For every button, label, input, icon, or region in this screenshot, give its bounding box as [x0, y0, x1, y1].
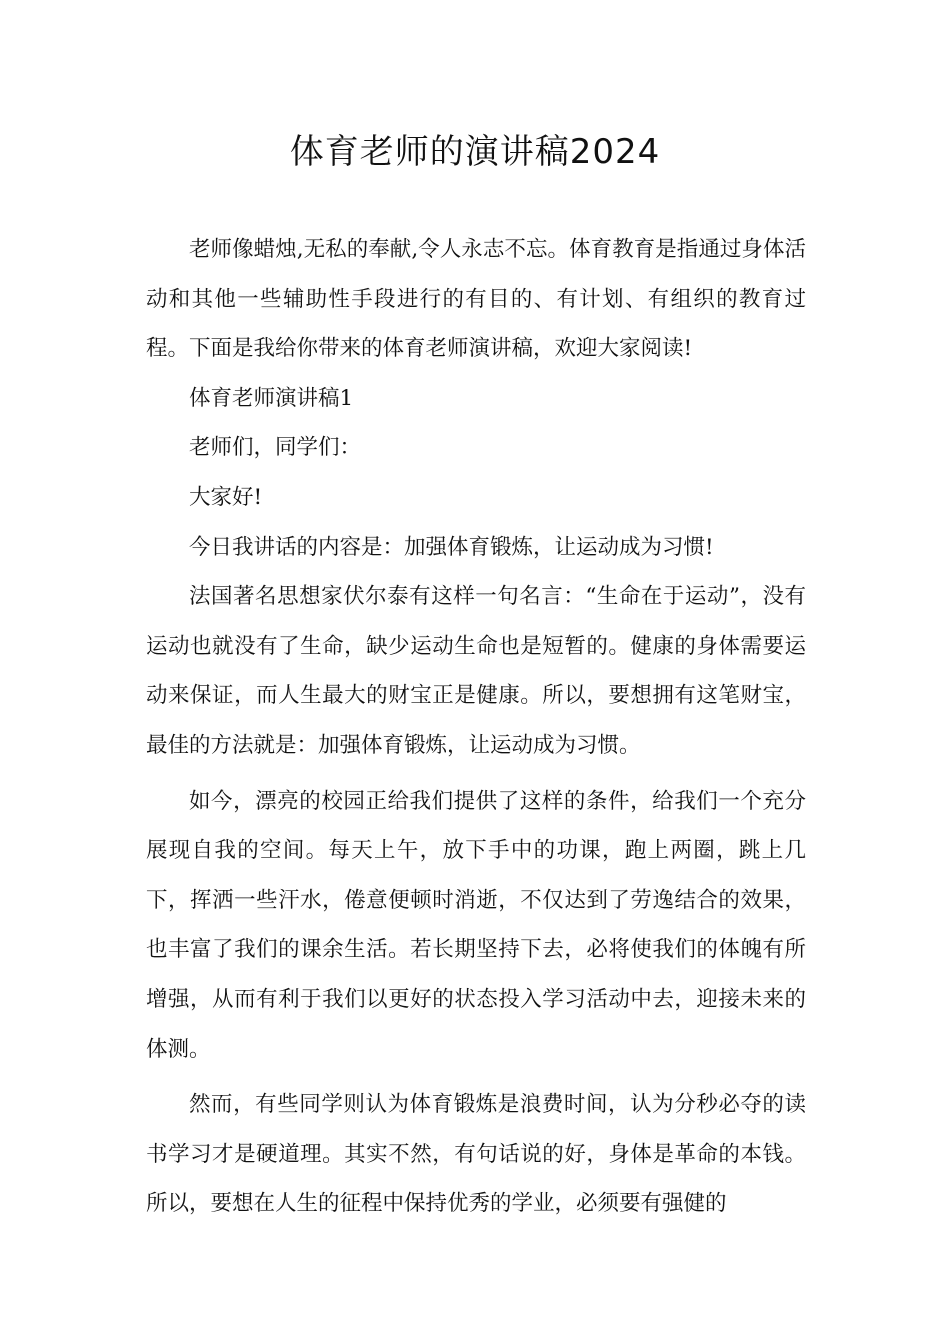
salutation-line: 老师们，同学们： [189, 435, 362, 461]
body-paragraph: 法国著名思想家伏尔泰有这样一句名言：“生命在于运动”，没有运动也就没有了生命，缺少运动生命也是短暂的。健康的身体需要运动来保证，而人生最大的财宝正是健康。所以，要想拥有这笔财宝，最佳的方法就是：加强体育锻炼，让运动成为习惯。 [146, 584, 806, 758]
body-paragraph: 然而，有些同学则认为体育锻炼是浪费时间，认为分秒必夺的读书学习才是硬道理。其实不然，有句话说的好，身体是革命的本钱。所以，要想在人生的征程中保持优秀的学业，必须要有强健的 [146, 1092, 806, 1217]
intro-paragraph: 老师像蜡烛,无私的奉献,令人永志不忘。体育教育是指通过身体活动和其他一些辅助性手段进行的有目的、有计划、有组织的教育过程。下面是我给你带来的体育老师演讲稿，欢迎大家阅读! [146, 237, 806, 362]
document-body [146, 225, 806, 1229]
topic-line: 今日我讲话的内容是：加强体育锻炼，让运动成为习惯! [189, 534, 714, 560]
greeting-line: 大家好! [189, 484, 263, 510]
document-title: 体育老师的演讲稿2024 [289, 132, 661, 172]
speech-heading: 体育老师演讲稿1 [189, 385, 354, 411]
body-paragraph: 如今，漂亮的校园正给我们提供了这样的条件，给我们一个充分展现自我的空间。每天上午，放下手中的功课，跑上两圈，跳上几下，挥洒一些汗水，倦意便顿时消逝，不仅达到了劳逸结合的效果，也丰富了我们的课余生活。若长期坚持下去，必将使我们的体魄有所增强，从而有利于我们以更好的状态投入学习活动中去，迎接未来的体测。 [146, 788, 806, 1062]
